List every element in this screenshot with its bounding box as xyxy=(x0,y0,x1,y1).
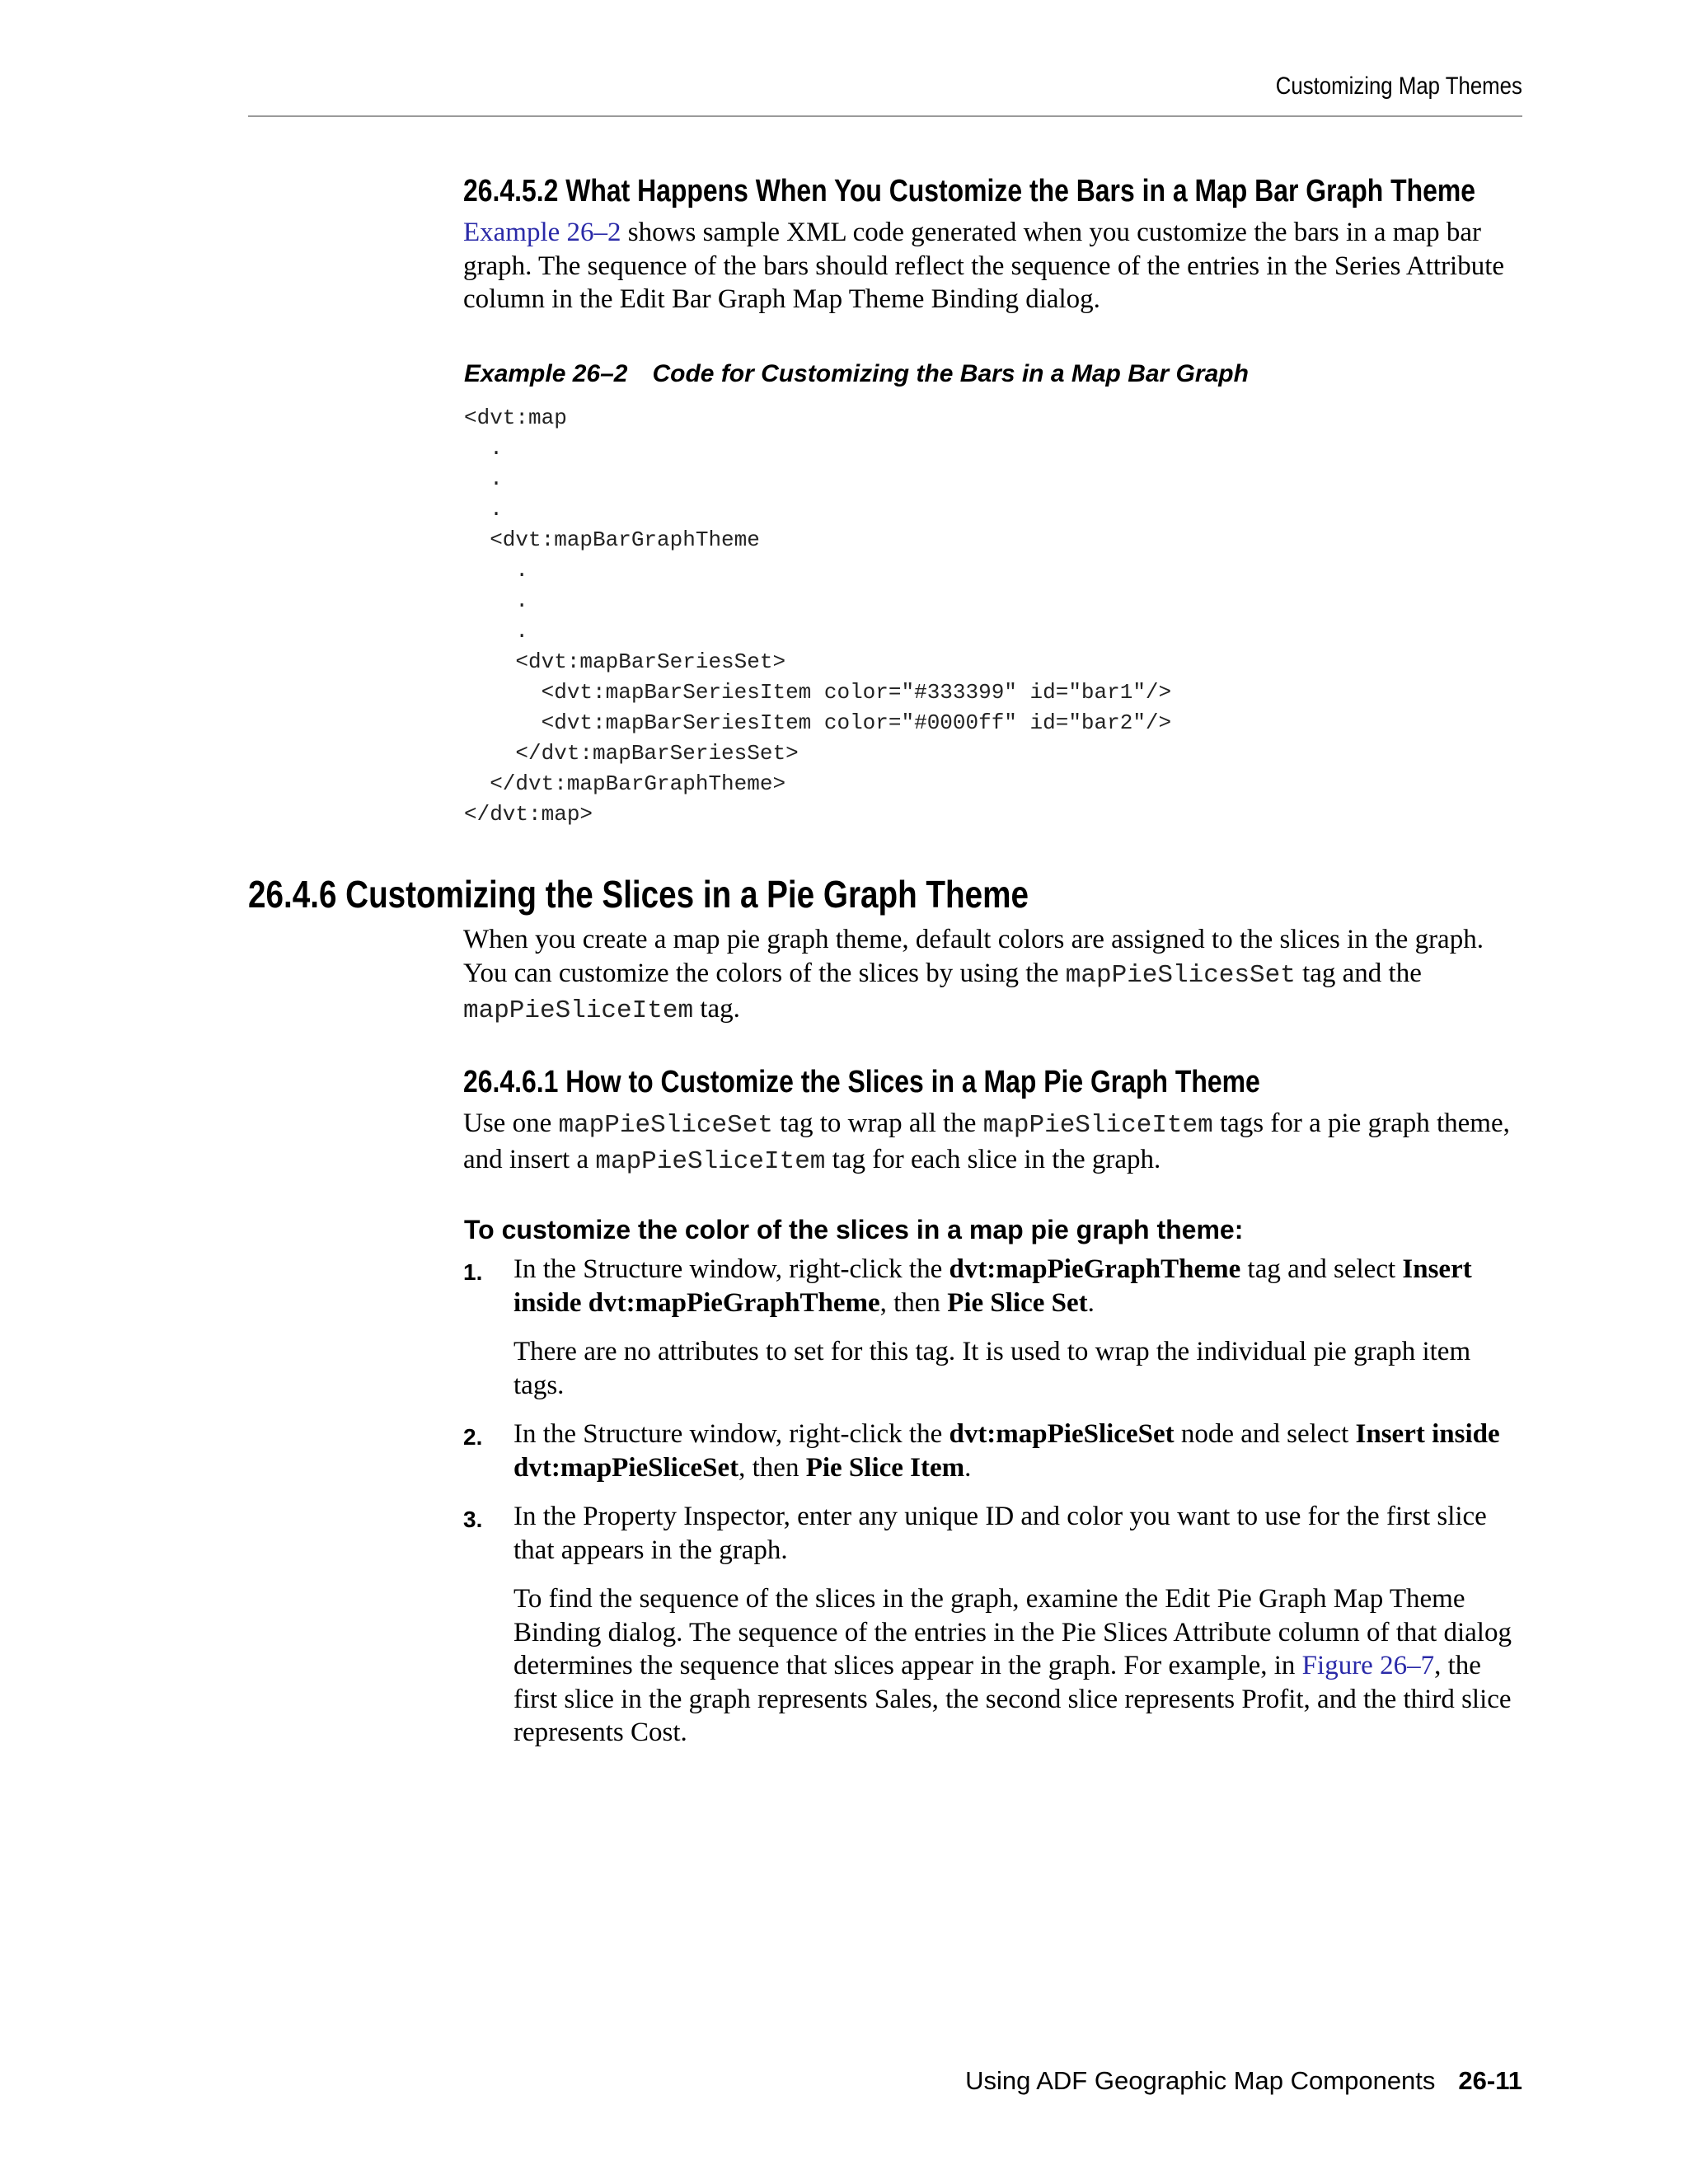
running-header-title: Customizing Map Themes xyxy=(1275,73,1522,100)
text-run: To find the sequence of the slices in the graph, examine the Edit Pie Graph Map Theme Binding dialog. The sequence of the entries in the Pie Slices Attribute column of that dialog determines the sequence that slices appear in the graph. For example, in xyxy=(513,1584,1512,1680)
ui-term: dvt:mapPieGraphTheme xyxy=(949,1254,1241,1284)
text-run: . xyxy=(1087,1287,1095,1318)
code-map-pie-slice-item: mapPieSliceItem xyxy=(982,1111,1213,1140)
step-text xyxy=(513,1253,1526,1319)
text-run: In the Structure window, right-click the xyxy=(513,1419,950,1449)
text-run: tag to wrap all the xyxy=(772,1108,983,1138)
footer-book-title: Using ADF Geographic Map Components xyxy=(965,2066,1436,2095)
ui-term: Pie Slice Item xyxy=(805,1452,965,1483)
step-number: 1. xyxy=(463,1259,483,1285)
example-label: Example 26–2 xyxy=(464,360,628,387)
figure-26-7-link[interactable]: Figure 26–7 xyxy=(1301,1651,1435,1680)
text-run: Use one xyxy=(463,1108,559,1138)
text-run: . xyxy=(964,1452,972,1483)
example-caption xyxy=(464,360,1249,388)
heading-26-4-5-2: 26.4.5.2 What Happens When You Customize the Bars in a Map Bar Graph Theme xyxy=(463,174,1476,209)
step-number: 3. xyxy=(463,1507,483,1532)
ui-term: Insert inside dvt:mapPieGraphTheme xyxy=(513,1254,1472,1318)
text-run: tags for a pie graph theme, and insert a xyxy=(463,1108,1510,1174)
procedure-title: To customize the color of the slices in a map pie graph theme: xyxy=(464,1215,1244,1244)
heading-26-4-6: 26.4.6 Customizing the Slices in a Pie Graph Theme xyxy=(248,873,1029,916)
step-number: 2. xyxy=(463,1424,483,1450)
code-map-pie-slice-item: mapPieSliceItem xyxy=(463,996,694,1025)
ui-term: dvt:mapPieSliceSet xyxy=(949,1419,1175,1449)
text-run: , then xyxy=(879,1287,948,1318)
paragraph-pie-graph-intro xyxy=(463,923,1526,1029)
text-run: When you create a map pie graph theme, default colors are assigned to the slices in the graph. You can customize the colors of the slices by using the xyxy=(463,925,1484,988)
paragraph-slice-set-usage xyxy=(463,1107,1526,1179)
text-run: , then xyxy=(738,1452,806,1483)
code-map-pie-slice-set: mapPieSliceSet xyxy=(558,1111,773,1140)
text-run: tag and select xyxy=(1240,1254,1403,1284)
step-1-note: There are no attributes to set for this tag. It is used to wrap the individual pie graph item tags. xyxy=(513,1337,1471,1400)
step-1 xyxy=(463,1253,1526,1319)
text-run: , the first slice in the graph represents Sales, the second slice represents Profit, and the third slice represents Cost. xyxy=(513,1651,1512,1747)
paragraph-bar-graph-intro xyxy=(463,216,1526,316)
step-text xyxy=(513,1418,1526,1484)
text-run: tag for each slice in the graph. xyxy=(825,1144,1161,1174)
example-26-2-link[interactable]: Example 26–2 xyxy=(463,218,621,247)
text-run: tag. xyxy=(693,994,740,1024)
example-title: Code for Customizing the Bars in a Map Bar Graph xyxy=(652,360,1249,387)
ui-term: Insert inside dvt:mapPieSliceSet xyxy=(513,1419,1500,1483)
page-footer xyxy=(965,2066,1522,2096)
ui-term: Pie Slice Set xyxy=(947,1287,1088,1318)
text-run: tag and the xyxy=(1295,958,1422,988)
code-map-pie-slice-item: mapPieSliceItem xyxy=(595,1146,826,1176)
code-map-pie-slices-set: mapPieSlicesSet xyxy=(1065,960,1296,990)
page-number: 26-11 xyxy=(1458,2066,1522,2095)
code-example-xml: <dvt:map . . . <dvt:mapBarGraphTheme . . . <dvt:mapBarSeriesSet> <dvt:mapBarSeriesItem color="#333399" id="bar1"/> <dvt:mapBarSeriesItem color="#0000ff" id="bar2"/> </dvt:mapBarSeriesSet> </dvt:mapBarGraphTheme> </dvt:map> xyxy=(464,405,1172,827)
intro-text: shows sample XML code generated when you customize the bars in a map bar graph. The sequence of the bars should reflect the sequence of the entries in the Series Attribute column in the Edit Bar Graph Map Theme Binding dialog. xyxy=(463,218,1505,314)
step-3-note xyxy=(513,1582,1526,1750)
header-rule xyxy=(248,115,1522,117)
step-text: In the Property Inspector, enter any unique ID and color you want to use for the first slice that appears in the graph. xyxy=(513,1502,1487,1565)
heading-26-4-6-1: 26.4.6.1 How to Customize the Slices in a Map Pie Graph Theme xyxy=(463,1065,1260,1099)
step-3 xyxy=(463,1500,1526,1567)
text-run: node and select xyxy=(1174,1419,1356,1449)
text-run: In the Structure window, right-click the xyxy=(513,1254,950,1284)
step-2 xyxy=(463,1418,1526,1484)
